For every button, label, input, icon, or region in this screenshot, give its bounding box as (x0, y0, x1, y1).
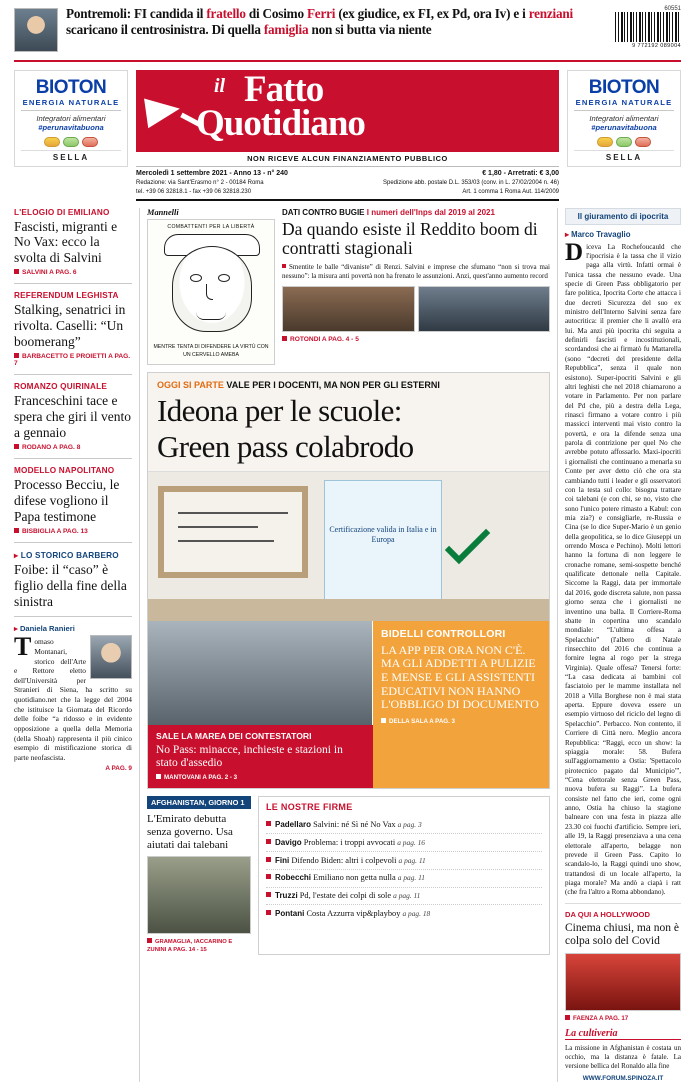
barcode-bars (615, 12, 681, 42)
square-bullet-icon (266, 910, 271, 915)
byline (14, 353, 132, 367)
editorial-author-name: Marco Travaglio (571, 229, 631, 239)
masthead-logo (136, 70, 559, 152)
byline (14, 269, 132, 276)
divider (14, 616, 132, 617)
hollywood-story[interactable] (565, 910, 681, 1022)
cartoon-signature: Mannelli (147, 207, 179, 217)
photo (418, 286, 551, 332)
photo (565, 953, 681, 1011)
divider (14, 542, 132, 543)
scribble (178, 526, 258, 528)
byline-text: MANTOVANI A PAG. 2 - 3 (164, 774, 238, 782)
signature-page: a pag. 11 (398, 855, 426, 865)
cartoon-frame (147, 219, 275, 365)
hl-part: non si butta via niente (308, 22, 432, 38)
square-bullet-icon (266, 857, 271, 862)
byline (156, 774, 365, 781)
divider (574, 110, 674, 111)
square-bullet-icon (381, 718, 386, 723)
headline: Stalking, senatrici in rivolta. Caselli: “Un boomerang” (14, 302, 126, 349)
masthead-infoline (136, 166, 559, 201)
signature-text: Emiliano non getta nulla (313, 873, 396, 883)
subbox-orange-text: LA APP PER ORA NON C'È. MA GLI ADDETTI A PULIZIE E MENSE E GLI ASSISTENTI EDUCATIVI NON HANNO L'OBBLIGO DI DOCUMENTO (381, 642, 539, 712)
editorial-banner: Il giuramento di ipocrita (565, 208, 681, 225)
signature-text: Difendo Biden: altri i colpevoli (291, 855, 397, 865)
signature-page: a pag. 3 (397, 819, 422, 829)
byline-text: DELLA SALA A PAG. 3 (389, 718, 455, 726)
square-bullet-icon (14, 444, 19, 449)
cartoon-mouth (196, 312, 226, 320)
list-item[interactable] (266, 888, 542, 906)
ad-left-sub1: ENERGIA NATURALE (22, 98, 120, 107)
triangle-icon: ▸ (14, 624, 18, 634)
headline: Processo Becciu, le difese vogliono il Papa testimone (14, 477, 120, 524)
signature-page: a pag. 11 (393, 891, 421, 901)
kicker: ▸ LO STORICO BARBERO (14, 551, 119, 561)
cartoon-eye-right (218, 274, 230, 282)
square-bullet-icon (282, 336, 287, 341)
divider (14, 283, 132, 284)
top-strip-headline (66, 6, 603, 52)
top-strip (14, 0, 681, 62)
masthead-ship2: Art. 1 comma 1 Roma Aut. 114/2009 (462, 188, 559, 195)
signature-text: Costa Azzurra vip&playboy (306, 908, 401, 918)
photo (147, 856, 251, 934)
hl-part-red: renziani (528, 6, 573, 21)
list-item[interactable] (266, 816, 542, 834)
byline-text: BARBACETTO E PROIETTI A PAG. 7 (14, 353, 131, 368)
square-bullet-icon (266, 892, 271, 897)
lead-subboxes (148, 621, 549, 789)
subbox-red-title: SALE LA MAREA DEI CONTESTATORI (156, 730, 312, 741)
masthead-date: Mercoledì 1 settembre 2021 - Anno 13 - n° 240 (136, 170, 288, 177)
ad-left-sella: SELLA (21, 150, 121, 162)
signature-author: Davigo (275, 837, 302, 847)
square-bullet-icon (266, 874, 271, 879)
cartoon-eye-left (190, 274, 202, 282)
subbox-left (148, 621, 373, 789)
masthead-info-right (302, 169, 559, 197)
byline (381, 718, 541, 725)
green-check-icon (436, 524, 494, 582)
lead-story-block[interactable] (147, 372, 550, 790)
kicker-red: I numeri dell'Inps dal 2019 al 2021 (366, 207, 495, 217)
editorial-author (565, 230, 681, 239)
lead-story-photo (148, 471, 549, 621)
kicker: AFGHANISTAN, GIORNO 1 (147, 796, 251, 809)
barcode (611, 6, 681, 52)
hl-part: di Cosimo (245, 6, 307, 21)
scribble (178, 540, 274, 542)
ad-right-sella: SELLA (574, 150, 674, 162)
subbox-orange[interactable] (373, 621, 549, 789)
standfirst (282, 263, 550, 281)
lead-headline-line1: Ideona per le scuole: (157, 392, 402, 428)
headline: Fascisti, migranti e No Vax: ecco la svolta di Salvini (14, 218, 118, 265)
pill-icon (82, 137, 98, 147)
signature-text: Pd, l'estate dei colpi di sole (299, 891, 392, 901)
lead-story-text (148, 373, 549, 471)
list-item[interactable] (266, 870, 542, 888)
byline (14, 444, 132, 451)
comment-author (14, 624, 132, 633)
headline: Da quando esiste il Reddito boom di contratti stagionali (282, 218, 538, 258)
signature-page: a pag. 18 (402, 908, 431, 918)
triangle-icon: ▸ (565, 229, 569, 239)
left-story-2[interactable] (14, 291, 132, 367)
blackboard (158, 486, 308, 578)
headline: Franceschini tace e spera che giri il vento a gennaio (14, 393, 131, 440)
byline-text: GRAMAGLIA, IACCARINO E ZUNINI A PAG. 14 - 15 (147, 939, 233, 953)
left-comment[interactable] (14, 624, 132, 772)
byline-text: BISBIGLIA A PAG. 13 (22, 528, 88, 536)
divider (14, 374, 132, 375)
signature-author: Robecchi (275, 873, 312, 883)
kicker (282, 208, 550, 217)
comment-pageref: A PAG. 9 (105, 765, 132, 773)
pill-icon (597, 137, 613, 147)
pill-icon (44, 137, 60, 147)
pill-icon (635, 137, 651, 147)
ad-right-sub3: #perunavitabuona (591, 123, 657, 132)
divider (21, 110, 121, 111)
left-story-1[interactable] (14, 208, 132, 277)
square-bullet-icon (282, 264, 286, 268)
masthead-quotidiano: Quotidiano (196, 103, 365, 144)
megaphone-cone (144, 94, 182, 128)
left-story-3[interactable] (14, 382, 132, 451)
afghanistan-story[interactable] (147, 796, 251, 954)
subbox-red[interactable] (148, 725, 373, 789)
mid-top-row (147, 208, 550, 365)
byline-text: FAENZA A PAG. 17 (573, 1015, 629, 1023)
byline-text: ROTONDI A PAG. 4 - 5 (290, 336, 359, 344)
cartoon-block[interactable] (147, 208, 275, 365)
photo (148, 621, 373, 725)
ad-right-pills (574, 137, 674, 147)
kicker: L'ELOGIO DI EMILIANO (14, 207, 110, 217)
signature-text: Problema: i troppi avvocati (303, 837, 396, 847)
subbox-red-text: No Pass: minacce, inchieste e stazioni in stato d'assedio (156, 743, 343, 769)
square-bullet-icon (147, 938, 152, 943)
lead-headline-line2: Green pass colabrodo (157, 429, 414, 465)
barcode-number: 60551 (664, 6, 681, 12)
photo (282, 286, 415, 332)
square-bullet-icon (565, 1015, 570, 1020)
certificate-text: Certificazione valida in Italia e in Europa (329, 524, 437, 544)
hl-part: (ex giudice, ex FI, ex Pd, ora Iv) e i (335, 6, 529, 21)
signature-author: Padellaro (275, 819, 312, 829)
pill-icon (616, 137, 632, 147)
our-signatures-box (258, 796, 550, 954)
cartoon-caption-bottom: MENTRE TENTA DI DIFENDERE LA VIRTÙ CON UN CERVELLO AMEBA (153, 343, 269, 358)
right-column (557, 208, 681, 1082)
kicker: ROMANZO QUIRINALE (14, 382, 108, 392)
standfirst-text: Smentite le balle “divaniste” di Renzi. Salvini e imprese che sfumano “non si trova mai nessuno”: la misura anti povertà non ha frenato le assunzioni. Anzi, quest'anno aumento record (282, 263, 550, 281)
scribble (178, 512, 288, 514)
headline: L'Emirato debutta senza governo. Usa aiutati dai talebani (147, 813, 233, 851)
comment-text: Tomaso Montanari, storico dell'Arte e Rettore eletto dell'Università per Stranieri di Siena, ha scritto su quotidiano.net che la legge del 2004 che istituisce la Giornata del Ricordo delle foibe “a ridosso e in evidente opposizione a quella della Memoria (della Shoah) rappresenta il più cinico esempio di mistificazione storica di parte neofascista. (14, 632, 132, 762)
pill-icon (63, 137, 79, 147)
kicker-plain: VALE PER I DOCENTI, MA NON PER GLI ESTERNI (226, 379, 440, 390)
ad-right-sub2: Integratori alimentari (589, 114, 659, 123)
cartoon-caption-top: COMBATTENTI PER LA LIBERTÀ (167, 223, 255, 230)
masthead-fatto: Fatto (244, 70, 324, 110)
editorial-text: Diceva La Rochefoucauld che l'ipocrisia è la tassa che il vizio paga alla virtù. Infatti ormai è l'unica tassa che nessuno evade. Una specie di Green Pass obbligatorio per fare politica, Ipocrita Corte che attacca i due decreti Sicurezza del suo ex ministro dell'Interno Salvini senza fare autocritica: il premier che li avallò era lui. Ma anzi più ipocrita chi seguita a definirli fascisti e incostituzionali, scordandosi che ai firmatò fu Mattarella (sono “decreti del presidente della Repubblica”, senza il quale non esistono). Super-ipocriti Salvini e gli altri leghisti che nel 2018 chiamarono a votare in Parlamento. Per non parlare del Pd che, più a destra della Lega, rinasci firmano a votare contro i più massicci interventi mai visto contro la povertà, e ora la difende senza una parola di contrizione per quel No che avrebbe potuto affossarlo. Maxi-ipocriti i giornalisti che continuano a menarla su Conte per aver detto ciò che ora sta cambiando tutti i leader e gli osservatori con la testa sul collo: bisogna trattare coi talebani (e con chi, se no, visto che sono l'unico potere rimasto a Kabul: con mia zia?) e consigliarle, re-Russia e Cina (se lo dice Super-Mario è un genio della geopolitica, se lo dice Giuseppi un orrendo Mosca e Pechino). Molti lettori hanno la fortuna di non leggere le cronache romane, semi-sospette benché qualificate dettonale nella Capitale. Siccome la Raggi, data per immortale dal 2016, gode discreta salute, non passa giorno senza che i giornalisti ne inventino una balla. Il Corriere-Roma sbatte in copertina uno scandalo mondiale: “L'ultima offesa a Spelacchio” (l'albero di Natale rinsecchito del 2016 che continua a fornire legna al rogo per la strega Virginia). Quale offesa? Tenersi forte: “La casa dedicata ai bambini col fasciatoio per le mamme installata nel 2018 a Villa Borghese non è mai stata aperta. Eppure doveva essere un esempio virtuoso del riciclo del legno di Spelacchio”. Perbacco. Non contento, il Corriere di Città nero. Meglio ancora Repubblica: “Raggi, ecco un show: la spiaggia morale: 58. Bufera sull'aggiornamento a Ostia: 'Spettacolo pirotecnico pagato dal Municipio'”, “Cena elettorale senza Green Pass, nuova bufera su Raggi”. La bufera consiste nel fatto che ieri, come ogni anno, Ostia ha chiuso la stagione balneare con una festa in piazza alle 23.30 coi fuochi d'artificio. Sempre ieri, alle 19, la Raggi presenziava a una cena elettorale all'aperto, belagge non prevede il Green Pass. Capito lo scandalo-lo, la Raggi quindi uno show, trattandosi di un locale all'aperto, la piaga morale? Ma andò a ciapà i ratt (che fra l'altro a Roma abbondano). (565, 238, 681, 897)
top-story-photos (282, 286, 550, 332)
left-story-4[interactable] (14, 466, 132, 535)
signature-author: Fini (275, 855, 290, 865)
masthead-il: il (214, 75, 226, 97)
square-bullet-icon (266, 821, 271, 826)
mid-top-story[interactable] (282, 208, 550, 365)
signature-author: Pontani (275, 908, 305, 918)
hl-part: scaricano il centrosinistra. Di quella (66, 22, 264, 38)
top-strip-photo (14, 8, 58, 52)
ad-left-sub2: Integratori alimentari (36, 114, 106, 123)
kicker-orange: OGGI SI PARTE (157, 379, 224, 390)
byline (147, 938, 251, 955)
cartoon-nose (206, 284, 213, 300)
barcode-code: 9 772192 089004 (632, 43, 681, 49)
list-item[interactable] (266, 852, 542, 870)
masthead-address2: tel. +39 06 32818.1 - fax +39 06 32818.230 (136, 188, 252, 195)
signatures-title: LE NOSTRE FIRME (266, 802, 353, 813)
cultiveria-box[interactable] (565, 1028, 681, 1082)
square-bullet-icon (14, 353, 19, 358)
ad-right-brand: BIOTON (588, 77, 660, 98)
comment-portrait (90, 635, 132, 679)
signature-page: a pag. 11 (397, 873, 425, 883)
divider (14, 458, 132, 459)
masthead-address1: Redazione: via Sant'Erasmo n° 2 - 00184 Roma (136, 180, 264, 187)
kicker (157, 380, 540, 390)
ad-left-brand: BIOTON (35, 77, 107, 98)
masthead-info-left (136, 169, 296, 197)
hl-part-red: Ferri (306, 6, 336, 21)
kicker: MODELLO NAPOLITANO (14, 466, 115, 476)
hl-part-red: famiglia (263, 22, 309, 38)
content-grid (14, 208, 681, 1082)
ad-left[interactable] (14, 70, 128, 167)
square-bullet-icon (14, 528, 19, 533)
ad-right-sub1: ENERGIA NATURALE (575, 98, 673, 107)
left-story-5[interactable] (14, 550, 132, 609)
divider (565, 903, 681, 904)
comment-author-name: Daniela Ranieri (19, 624, 75, 634)
masthead-logo-wrap (136, 70, 559, 201)
masthead-tagline: NON RICEVE ALCUN FINANZIAMENTO PUBBLICO (136, 152, 559, 163)
headline: Foibe: il “caso” è figlio della fine della sinistra (14, 562, 127, 609)
kicker-text: LO STORICO BARBERO (20, 551, 119, 561)
signature-page: a pag. 16 (397, 837, 425, 847)
mid-bottom-row (147, 796, 550, 954)
masthead-row (14, 62, 681, 201)
hl-part: Pontremoli: FI candida il (66, 6, 207, 21)
byline (565, 1015, 681, 1022)
cultiveria-url[interactable]: WWW.FORUM.SPINOZA.IT (582, 1075, 664, 1082)
byline (14, 528, 132, 535)
square-bullet-icon (156, 774, 161, 779)
byline (282, 336, 550, 343)
ad-right[interactable] (567, 70, 681, 167)
square-bullet-icon (14, 269, 19, 274)
desk (148, 599, 549, 621)
middle-column (139, 208, 550, 1082)
green-pass-certificate (324, 480, 442, 608)
signature-author: Truzzi (275, 891, 298, 901)
cultiveria-title: La cultiveria (565, 1028, 681, 1040)
signature-text: Salvini: né Sì né No Vax (313, 819, 396, 829)
subbox-orange-title: BIDELLI CONTROLLORI (381, 627, 506, 640)
list-item[interactable] (266, 905, 542, 922)
masthead-price: € 1,80 - Arretrati: € 3,00 (482, 170, 559, 177)
headline: Cinema chiusi, ma non è colpa solo del Covid (565, 921, 680, 947)
byline-text: RODANO A PAG. 8 (22, 444, 81, 452)
kicker-plain: DATI CONTRO BUGIE (282, 207, 365, 217)
kicker: DA QUI A HOLLYWOOD (565, 909, 650, 919)
ad-left-sub3: #perunavitabuona (38, 123, 104, 132)
square-bullet-icon (266, 839, 271, 844)
list-item[interactable] (266, 834, 542, 852)
kicker: REFERENDUM LEGHISTA (14, 291, 119, 301)
byline-text: SALVINI A PAG. 6 (22, 269, 77, 277)
ad-left-pills (21, 137, 121, 147)
left-column (14, 208, 132, 1082)
cultiveria-text: La missione in Afghanistan è costata un occhio, ma la distanza è fatale. La versione bellica del Ronaldo alla fine (565, 1044, 681, 1071)
signatures-list (266, 816, 542, 922)
hl-part-red: fratello (206, 6, 246, 21)
masthead-ship1: Spedizione abb. postale D.L. 353/03 (conv. in L. 27/02/2004 n. 46) (382, 180, 559, 187)
